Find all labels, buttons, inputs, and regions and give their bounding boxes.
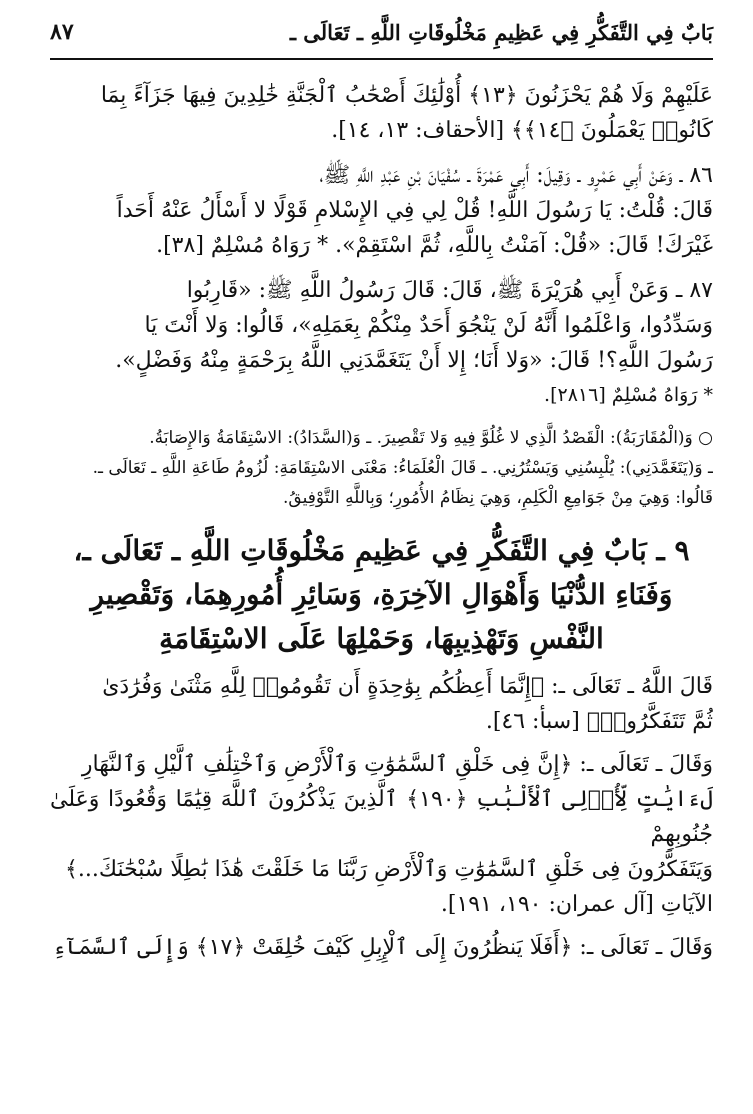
running-title: بَابٌ فِي التَّفَكُّرِ فِي عَظِيمِ مَخْلُوقَاتِ اللَّهِ ـ تَعَالَى ـ: [289, 19, 713, 45]
text-line: وَيَتَفَكَّرُونَ فِى خَلْقِ ٱلسَّمَٰوَٰتِ وَٱلْأَرْضِ رَبَّنَا مَا خَلَقْتَ هَٰذَا بَٰطِلًا سُبْحَٰنَكَ...﴾: [65, 857, 713, 882]
text-line: ٨٧ ـ وَعَنْ أَبِي هُرَيْرَةَ ﷺ، قَالَ: قَالَ رَسُولُ اللَّهِ ﷺ: «قَارِبُوا: [186, 278, 713, 303]
note-line: ـ وَ(يَتَغَمَّدَنِي): يُلْبِسُنِي وَيَسْتُرُنِي. ـ قَالَ الْعُلَمَاءُ: مَعْنَى الاسْتِقَامَةِ: لُزُومُ طَاعَةِ اللَّهِ ـ تَعَالَى ـ.: [92, 458, 713, 478]
text-line: رَسُولَ اللَّهِ؟! قَالَ: «وَلا أَنَا؛ إِلا أَنْ يَتَغَمَّدَنِي اللَّهُ بِرَحْمَةٍ مِنْهُ وَفَضْلٍ».: [115, 348, 713, 373]
text-line: وَقَالَ ـ تَعَالَى ـ: ﴿أَفَلَا يَنظُرُونَ إِلَى ٱلْإِبِلِ كَيْفَ خُلِقَتْ ﴿١٧﴾ وَإِلَى ٱلسَّمَآءِ: [52, 935, 713, 960]
explanatory-notes: [50, 423, 713, 513]
hadith-86: [50, 158, 713, 263]
text-line: وَقَالَ ـ تَعَالَى ـ: ﴿إِنَّ فِى خَلْقِ ٱلسَّمَٰوَٰتِ وَٱلْأَرْضِ وَٱخْتِلَٰفِ ٱلَّيْلِ وَٱلنَّهَارِ: [81, 752, 713, 777]
text-line: لَءَايَٰتٍ لِّأُو۟لِى ٱلْأَلْبَٰبِ ﴿١٩٠﴾ ٱلَّذِينَ يَذْكُرُونَ ٱللَّهَ قِيَٰمًا وَقُعُودًا وَعَلَىٰ جُنُوبِهِمْ: [50, 787, 713, 847]
header-divider: [50, 58, 713, 60]
text-line: قَالَ اللَّهُ ـ تَعَالَى ـ: ﴿إِنَّمَا أَعِظُكُم بِوَٰحِدَةٍ أَن تَقُومُوا۟ لِلَّهِ مَثْنَىٰ وَفُرَٰدَىٰ: [102, 674, 713, 699]
hadith-87: [50, 273, 713, 413]
heading-line: النَّفْسِ وَتَهْذِيبِهَا، وَحَمْلِهَا عَلَى الاسْتِقَامَةِ: [159, 622, 604, 655]
text-line: عَلَيْهِمْ وَلَا هُمْ يَحْزَنُونَ ﴿١٣﴾ أُوْلَٰئِكَ أَصْحَٰبُ ٱلْجَنَّةِ خَٰلِدِينَ فِيهَا جَزَآءً بِمَا: [100, 83, 713, 108]
heading-line: وَفَنَاءِ الدُّنْيَا وَأَهْوَالِ الآخِرَةِ، وَسَائِرِ أُمُورِهِمَا، وَتَقْصِيرِ: [90, 578, 673, 611]
verse-continuation: [50, 78, 713, 148]
page-body: [50, 70, 713, 1106]
note-line: ○ وَ(الْمُقَارَبَةُ): الْقَصْدُ الَّذِي لا غُلُوَّ فِيهِ وَلا تَقْصِيرَ. ـ وَ(السَّدَادُ): الاسْتِقَامَةُ وَالإِصَابَةُ.: [149, 428, 713, 448]
page-number: ٨٧: [50, 19, 74, 45]
quran-verse-ghashiya: [50, 930, 713, 965]
quran-verse-al-imran: [50, 747, 713, 922]
quran-verse-saba: [50, 669, 713, 739]
heading-line: ٩ ـ بَابٌ فِي التَّفَكُّرِ فِي عَظِيمِ مَخْلُوقَاتِ اللَّهِ ـ تَعَالَى ـ،: [73, 534, 690, 567]
text-line: ٨٦ ـ وَعَنْ أَبِي عَمْرٍو ـ وَقِيلَ: أَبِي عَمْرَةَ ـ سُفْيَانَ بْنِ عَبْدِ اللَّهِ ﷺ،: [319, 163, 713, 188]
text-line: الآيَاتِ [آل عمران: ١٩٠، ١٩١].: [440, 892, 713, 917]
text-line: كَانُوا۟ يَعْمَلُونَ ﴿١٤﴾﴾ [الأحقاف: ١٣، ١٤].: [331, 118, 713, 143]
text-line: وَسَدِّدُوا، وَاعْلَمُوا أَنَّهُ لَنْ يَنْجُوَ أَحَدٌ مِنْكُمْ بِعَمَلِهِ»، قَالُوا: وَلا أَنْتَ يَا: [144, 313, 713, 338]
note-line: قَالُوا: وَهِيَ مِنْ جَوَامِعِ الْكَلِمِ، وَهِيَ نِظَامُ الأُمُورِ؛ وَبِاللَّهِ التَّوْفِيقُ.: [283, 488, 713, 508]
hadith-source: * رَوَاهُ مُسْلِمٌ [٢٨١٦].: [544, 384, 713, 406]
text-line: قَالَ: قُلْتُ: يَا رَسُولَ اللَّهِ! قُلْ لِي فِي الإِسْلامِ قَوْلًا لا أَسْأَلُ عَنْهُ أَحَداً: [116, 198, 713, 223]
text-line: ثُمَّ تَتَفَكَّرُوا۟﴾ [سبأ: ٤٦].: [485, 709, 713, 734]
page-header: [50, 14, 713, 50]
text-line: غَيْرَكَ! قَالَ: «قُلْ: آمَنْتُ بِاللَّهِ، ثُمَّ اسْتَقِمْ». * رَوَاهُ مُسْلِمٌ [٣٨].: [156, 233, 713, 258]
chapter-heading: [50, 529, 713, 661]
